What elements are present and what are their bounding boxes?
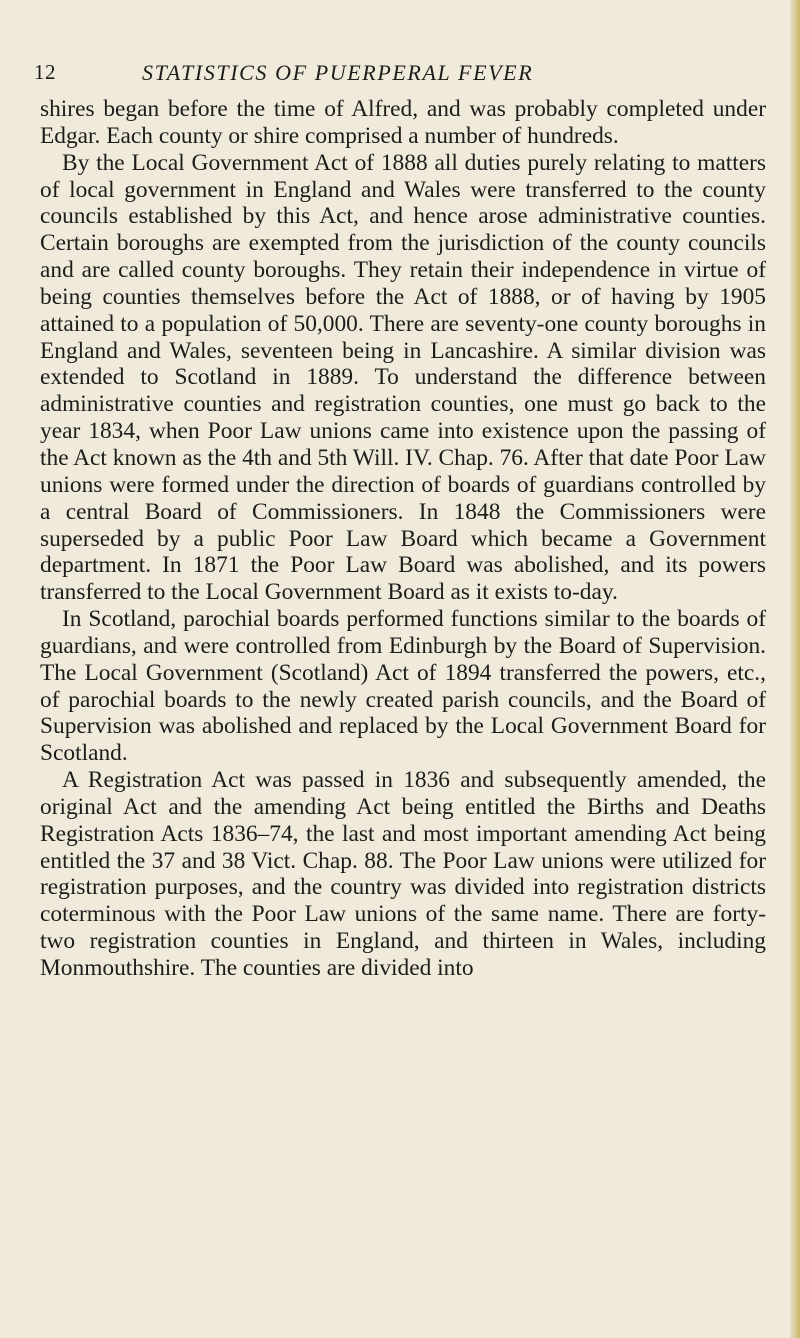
page-header	[34, 60, 774, 92]
paragraph-continuation: shires began before the time of Alfred, and was probably completed under Edgar. Each county or shire comprised a number of hundreds.	[40, 96, 766, 149]
page-edge	[790, 0, 800, 1338]
paragraph-local-government-act: By the Local Government Act of 1888 all duties purely relating to matters of local government in England and Wales were transferred to the county councils established by this Act, and hence arose administrative counties. Certain boroughs are exempted from the jurisdiction of the county councils and are called county boroughs. They retain their independence in virtue of being counties themselves before the Act of 1888, or of having by 1905 attained to a population of 50,000. There are seventy-one county boroughs in England and Wales, seventeen being in Lancashire. A similar division was extended to Scotland in 1889. To understand the difference between administrative counties and registration counties, one must go back to the year 1834, when Poor Law unions came into existence upon the passing of the Act known as the 4th and 5th Will. IV. Chap. 76. After that date Poor Law unions were formed under the direction of boards of guardians controlled by a central Board of Commissioners. In 1848 the Commissioners were superseded by a public Poor Law Board which became a Government department. In 1871 the Poor Law Board was abolished, and its powers transferred to the Local Government Board as it exists to-day.	[40, 149, 766, 606]
page-number: 12	[34, 60, 56, 84]
paragraph-registration-act: A Registration Act was passed in 1836 and subsequently amended, the original Act and the amending Act being entitled the Births and Deaths Registration Acts 1836–74, the last and most important amending Act being entitled the 37 and 38 Vict. Chap. 88. The Poor Law unions were utilized for registration purposes, and the country was divided into registration districts coterminous with the Poor Law unions of the same name. There are forty-two registration counties in England, and thirteen in Wales, including Monmouthshire. The counties are divided into	[40, 767, 766, 981]
paragraph-scotland: In Scotland, parochial boards performed functions similar to the boards of guardians, and were controlled from Edinburgh by the Board of Supervision. The Local Government (Scotland) Act of 1894 transferred the powers, etc., of parochial boards to the newly created parish councils, and the Board of Supervision was abolished and replaced by the Local Government Board for Scotland.	[40, 606, 766, 767]
running-head: STATISTICS OF PUERPERAL FEVER	[142, 60, 534, 85]
body-text	[40, 96, 766, 982]
